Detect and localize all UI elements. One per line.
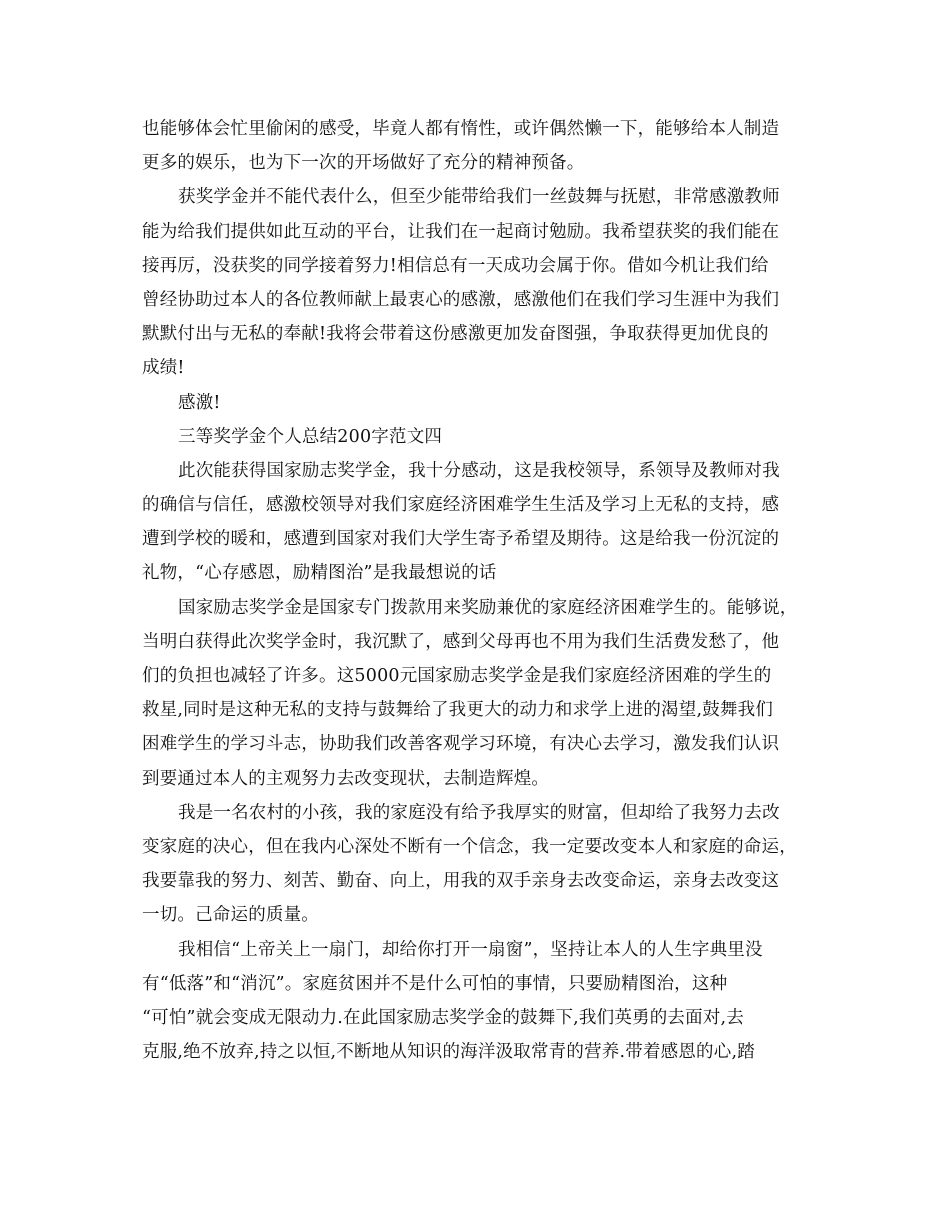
document-body <box>142 112 822 1069</box>
text-line: 感激! <box>178 392 221 413</box>
text-line: 更多的娱乐，也为下一次的开场做好了充分的精神预备。 <box>142 153 585 174</box>
text-line: 我要靠我的努力、刻苦、勤奋、向上，用我的双手亲身去改变命运，亲身去改变这 <box>142 871 780 892</box>
text-line: 救星,同时是这种无私的支持与鼓舞给了我更大的动力和求学上进的渴望,鼓舞我们 <box>142 700 774 721</box>
text-line: 接再厉，没获奖的同学接着努力!相信总有一天成功会属于你。借如今机让我们给 <box>142 255 769 276</box>
text-line: 克服,绝不放弃,持之以恒,不断地从知识的海洋汲取常青的营养.带着感恩的心,踏 <box>142 1042 755 1063</box>
text-line: 也能够体会忙里偷闲的感受，毕竟人都有惰性，或许偶然懒一下，能够给本人制造 <box>142 119 780 139</box>
text-line: “可怕”就会变成无限动力.在此国家励志奖学金的鼓舞下,我们英勇的去面对,去 <box>142 1007 744 1028</box>
text-line: 获奖学金并不能代表什么，但至少能带给我们一丝鼓舞与抚慰，非常感激教师 <box>178 187 780 208</box>
text-line: 三等奖学金个人总结200字范文四 <box>178 426 443 447</box>
text-line: 能为给我们提供如此互动的平台，让我们在一起商讨勉励。我希望获奖的我们能在 <box>142 221 780 242</box>
text-line: 此次能获得国家励志奖学金，我十分感动，这是我校领导，系领导及教师对我 <box>178 460 780 481</box>
text-line: 的确信与信任，感激校领导对我们家庭经济困难学生生活及学习上无私的支持，感 <box>142 495 780 516</box>
text-line: 们的负担也减轻了许多。这5000元国家励志奖学金是我们家庭经济困难的学生的 <box>142 666 772 686</box>
text-line: 困难学生的学习斗志，协助我们改善客观学习环境，有决心去学习，激发我们认识 <box>142 734 780 755</box>
text-line: 一切。己命运的质量。 <box>142 905 319 926</box>
text-line: 我是一名农村的小孩，我的家庭没有给予我厚实的财富，但却给了我努力去改 <box>178 802 780 823</box>
text-line: 当明白获得此次奖学金时，我沉默了，感到父母再也不用为我们生活费发愁了，他 <box>142 631 780 652</box>
text-line: 遭到学校的暖和，感遭到国家对我们大学生寄予希望及期待。这是给我一份沉淀的 <box>142 529 780 550</box>
text-line: 国家励志奖学金是国家专门拨款用来奖励兼优的家庭经济困难学生的。能够说， <box>178 597 798 618</box>
text-line: 成绩! <box>142 358 185 379</box>
text-line: 变家庭的决心，但在我内心深处不断有一个信念，我一定要改变本人和家庭的命运， <box>142 836 797 857</box>
text-line: 有“低落”和“消沉”。家庭贫困并不是什么可怕的事情，只要励精图治，这种 <box>142 973 728 994</box>
text-line: 我相信“上帝关上一扇门，却给你打开一扇窗”，坚持让本人的人生字典里没 <box>178 939 763 960</box>
text-line: 到要通过本人的主观努力去改变现状，去制造辉煌。 <box>142 768 550 789</box>
text-line: 礼物，“心存感恩，励精图治”是我最想说的话 <box>142 563 497 584</box>
text-line: 曾经协助过本人的各位教师献上最衷心的感激，感激他们在我们学习生涯中为我们 <box>142 289 780 310</box>
text-line: 默默付出与无私的奉献!我将会带着这份感激更加发奋图强，争取获得更加优良的 <box>142 324 769 345</box>
